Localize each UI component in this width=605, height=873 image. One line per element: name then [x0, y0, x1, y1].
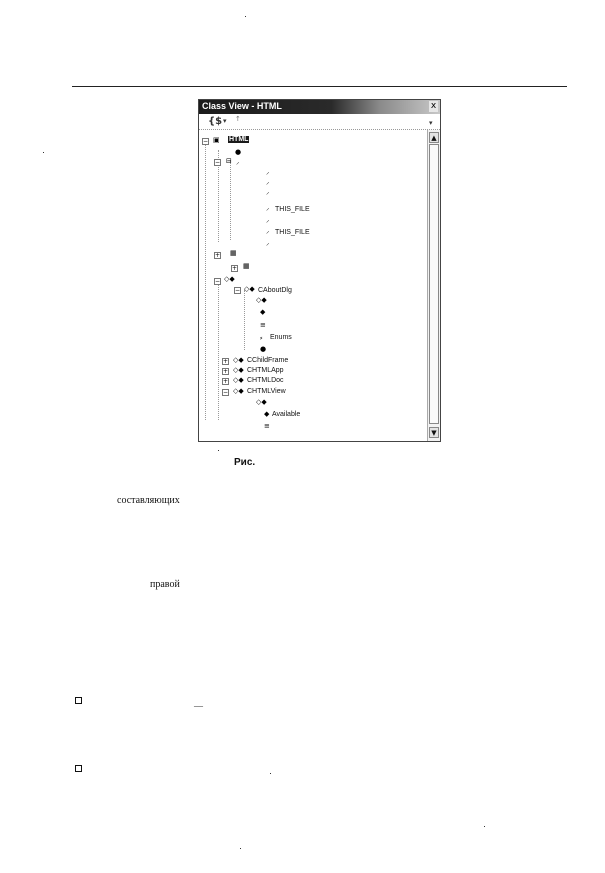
variable-icon: ⸝ — [266, 227, 270, 235]
expand-icon[interactable]: + — [223, 368, 229, 375]
scroll-up-icon[interactable]: ▲ — [429, 132, 439, 143]
title-bar[interactable] — [199, 100, 440, 114]
up-icon[interactable]: ↑ — [235, 115, 241, 123]
toolbar — [199, 115, 440, 130]
body-text: составляющих — [117, 495, 180, 506]
variable-icon: ⸝ — [266, 204, 270, 212]
member-icon: ≡ — [264, 422, 270, 430]
tree-item-label[interactable]: CHTMLDoc — [247, 377, 284, 384]
variable-icon: ⸝ — [236, 158, 240, 166]
scan-speck — [43, 152, 44, 153]
tree-item-label[interactable]: Enums — [270, 334, 292, 341]
class-icon: ◇◆ — [233, 356, 244, 364]
expand-icon[interactable]: + — [232, 265, 238, 272]
figure-caption: Рис. — [234, 457, 256, 468]
tree-guide — [230, 160, 231, 240]
base-class-icon: ◇◆ — [256, 398, 267, 406]
global-icon: ● — [235, 148, 242, 156]
folder-icon: ▦ — [243, 262, 250, 270]
checkbox-bullet — [75, 697, 82, 704]
variable-icon: ⸝ — [266, 168, 270, 176]
tree-guide — [218, 280, 219, 420]
scroll-thumb[interactable] — [429, 144, 439, 424]
tree-item-label[interactable]: THIS_FILE — [275, 229, 310, 236]
sort-dropdown-icon[interactable]: ▾ — [223, 117, 227, 125]
checkbox-bullet — [75, 765, 82, 772]
project-icon: ▣ — [213, 136, 220, 144]
method-icon: ◆ — [264, 410, 270, 418]
variable-icon: ⸝ — [266, 188, 270, 196]
tree-item-label[interactable]: CHTMLApp — [247, 367, 284, 374]
collapse-icon[interactable]: − — [215, 278, 221, 285]
class-icon: ◇◆ — [233, 376, 244, 384]
scan-speck — [240, 848, 241, 849]
variable-icon: ⸝ — [266, 216, 270, 224]
class-icon: ◇◆ — [233, 366, 244, 374]
method-icon: ● — [260, 345, 267, 353]
scan-speck — [218, 450, 219, 451]
class-icon: ◇◆ — [233, 387, 244, 395]
variable-icon: ⸝ — [266, 239, 270, 247]
enum-icon: ⸗ — [260, 334, 263, 342]
class-tree — [200, 130, 426, 440]
class-icon: ◇◆ — [244, 285, 255, 293]
em-dash: — — [194, 701, 203, 711]
tree-item-label[interactable]: CChildFrame — [247, 357, 289, 364]
tree-item-label[interactable]: CHTMLView — [247, 388, 286, 395]
base-class-icon: ◇◆ — [256, 296, 267, 304]
toolbar-dropdown-icon[interactable]: ▾ — [429, 119, 433, 127]
close-icon[interactable]: ⅹ — [430, 101, 437, 111]
folder-icon: ⊟ — [226, 157, 232, 165]
collapse-icon[interactable]: − — [235, 287, 241, 294]
header-rule — [72, 86, 567, 87]
scan-speck — [484, 826, 485, 827]
body-text: правой — [150, 579, 180, 590]
tree-root-label[interactable]: HTML — [229, 136, 249, 143]
scan-speck — [270, 773, 271, 774]
window-title: Class View - HTML — [202, 101, 282, 111]
tree-item-label[interactable]: Available — [272, 411, 301, 418]
collapse-icon[interactable]: − — [223, 389, 229, 396]
tree-item-label[interactable]: THIS_FILE — [275, 206, 310, 213]
expand-icon[interactable]: + — [223, 358, 229, 365]
sort-icon[interactable]: {$ — [208, 116, 223, 127]
expand-icon[interactable]: + — [223, 378, 229, 385]
tree-guide — [205, 140, 206, 420]
vertical-scrollbar[interactable] — [427, 130, 440, 441]
tree-guide — [244, 290, 245, 350]
scan-speck — [245, 16, 246, 17]
classes-icon: ◇◆ — [224, 275, 235, 283]
variable-icon: ⸝ — [266, 178, 270, 186]
scroll-down-icon[interactable]: ▼ — [429, 427, 439, 438]
member-icon: ≡ — [260, 321, 266, 329]
macro-icon: ▦ — [230, 249, 237, 257]
method-icon: ◆ — [260, 308, 266, 316]
expand-icon[interactable]: + — [215, 252, 221, 259]
collapse-icon[interactable]: − — [203, 138, 209, 145]
tree-item-label[interactable]: CAboutDlg — [258, 287, 292, 294]
class-view-window — [198, 99, 441, 442]
collapse-icon[interactable]: − — [215, 159, 221, 166]
